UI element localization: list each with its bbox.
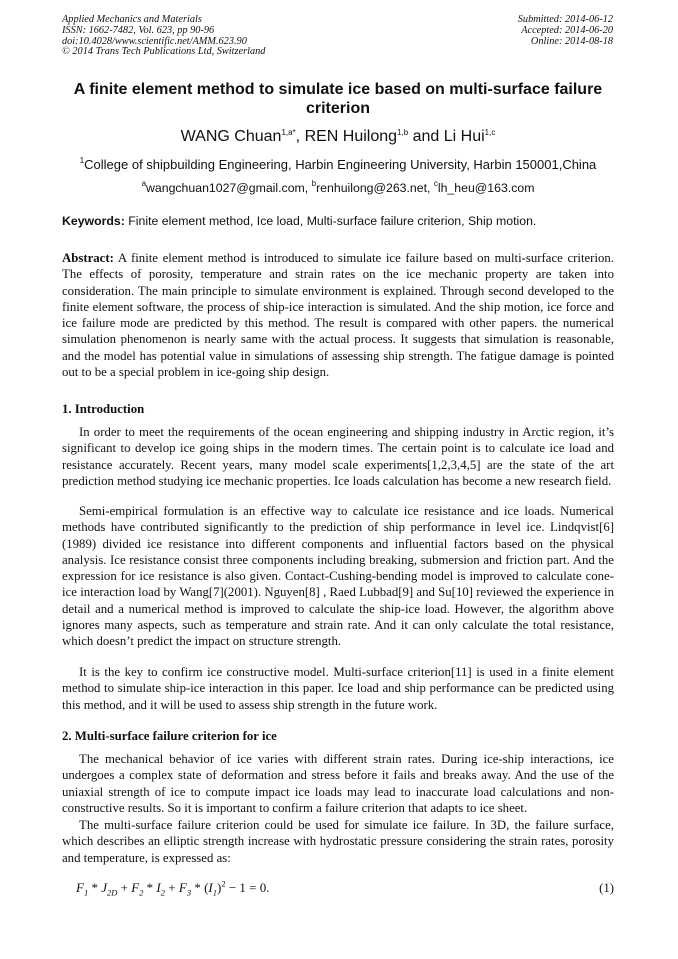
abstract-label: Abstract: (62, 251, 114, 265)
eq-operator: * (143, 880, 157, 895)
intro-paragraph-3: It is the key to confirm ice constructive model. Multi-surface criterion[11] is used in a finite element method to simulate ship-ice interaction in this paper. Ice load and ship performance can be predicted using this method, and it will be used to assess ship strength in the future work. (62, 665, 614, 712)
section-heading-introduction: 1. Introduction (62, 402, 145, 416)
eq-superscript: 2 (221, 878, 226, 889)
intro-paragraph-1: In order to meet the requirements of the ocean engineering and shipping industry in Arctic region, it’s significant to develop ice going ships in the modern times. The certain point is to calculate ice load and resistance accurately. Recent years, many model scale experiments[1,2,3,4,5] are the state of the art prediction method studying ice mechanic properties. Ice loads calculation has become a new research field. (62, 425, 614, 488)
section2-paragraph-2: The multi-surface failure criterion could be used for simulate ice failure. In 3D, the failure surface, which describes an elliptic strength increase with hydrostatic pressure considering the strain rates, porosity and temperature, is expressed as: (62, 818, 614, 865)
equation-1 (76, 879, 270, 897)
email-link[interactable]: lh_heu@163.com (437, 181, 535, 195)
eq-operator: * (88, 880, 102, 895)
eq-subscript: 2 (139, 887, 144, 898)
author-emails (62, 180, 614, 196)
eq-paren: ( (204, 880, 209, 895)
journal-name: Applied Mechanics and Materials (62, 14, 202, 25)
author-superscript: 1,c (484, 128, 496, 137)
author-name: WANG Chuan (180, 128, 282, 145)
copyright-line: © 2014 Trans Tech Publications Ltd, Switzerland (62, 46, 266, 58)
author-superscript: 1,a* (281, 128, 296, 137)
doi-line: doi:10.4028/www.scientific.net/AMM.623.90 (62, 35, 247, 47)
abstract (62, 250, 614, 380)
eq-subscript: 1 (212, 887, 217, 898)
keywords-label: Keywords: (62, 214, 125, 228)
eq-subscript: 2D (106, 887, 118, 898)
submitted-date: Submitted: 2014-06-12 (517, 14, 613, 25)
email-superscript: b (311, 179, 317, 188)
eq-paren: ) (217, 880, 222, 895)
online-date: Online: 2014-08-18 (530, 35, 613, 47)
eq-subscript: 2 (160, 887, 166, 898)
author-separator: and (408, 128, 444, 145)
eq-operator: + (165, 880, 179, 895)
author-superscript: 1,b (397, 128, 409, 137)
section-heading-failure-criterion: 2. Multi-surface failure criterion for ice (62, 729, 277, 743)
eq-operator: − 1 = 0. (225, 880, 270, 895)
eq-symbol: J (101, 880, 107, 895)
eq-symbol: F (76, 880, 84, 895)
section2-paragraph-1: The mechanical behavior of ice varies with different strain rates. During ice-ship interactions, ice undergoes a complex state of deformation and stress before it fails and breaks away. And the use of the uniaxial strength of ice to compute impact ice loads may lead to inaccurate load calculations and non-constructive results. So it is important to confirm a failure criterion that adapts to ice sheet. (62, 752, 614, 815)
author-separator: , (295, 128, 305, 145)
email-link[interactable]: renhuilong@263.net, (316, 181, 434, 195)
eq-symbol: I (208, 880, 213, 895)
equation-number: (1) (599, 881, 614, 895)
author-name: Li Hui (443, 128, 485, 145)
eq-operator: + (117, 880, 132, 895)
affiliation (62, 156, 614, 173)
journal-header-right (518, 15, 613, 47)
eq-symbol: F (131, 880, 140, 895)
paper-title: A finite element method to simulate ice based on multi-surface failure criterion (73, 81, 603, 117)
eq-symbol: I (156, 880, 161, 895)
email-superscript: a (141, 179, 147, 188)
keywords-text: Finite element method, Ice load, Multi-surface failure criterion, Ship motion. (124, 214, 537, 228)
author-list (62, 127, 614, 147)
intro-paragraph-2: Semi-empirical formulation is an effective way to calculate ice resistance and ice loads. Numerical methods have contributed significantly to the prediction of ship performance in level ice. Lindqvist[6](1989) divided ice resistance into different components and influential factors based on the physical analysis. Ice resistance consist three components including breaking, submersion and friction part. And the expression for ice resistance is also given. Contact-Cushing-bending model is improved to calculate cone-ice interaction load by Wang[7](2001). Nguyen[8] , Raed Lubbad[9] and Su[10] reviewed the experience in detail and a numerical method is improved to calculate the ship-ice load. However, the algorithm above ignores many aspects, such as temperature and strain rate. And it can only calculate the total resistance, which doesn’t predict the impact on structure strength. (62, 504, 614, 649)
eq-symbol: F (178, 880, 187, 895)
accepted-date: Accepted: 2014-06-20 (521, 24, 613, 36)
abstract-text: A finite element method is introduced to simulate ice failure based on multi-surface criterion. The effects of porosity, temperature and strain rates on the ice mechanic property are taken into consideration. The main principle to simulate environment is explained. Through second developed to the finite element software, the process of ship-ice interaction is simulated. And the ship motion, ice force and ice failure mode are predicted by this method. The result is compared with other papers. the numerical simulation phenomenon is nearly same with the actual process. It suggests that simulation is reasonable, and the model has potential value in simulations of assessing ship strength. The fatigue damage is pointed out to be a special problem in ice-going ship design. (62, 251, 614, 380)
author-name: REN Huilong (304, 128, 398, 145)
eq-subscript: 3 (186, 887, 192, 898)
eq-operator: * (191, 880, 205, 895)
issn-line: ISSN: 1662-7482, Vol. 623, pp 90-96 (62, 24, 215, 36)
email-superscript: c (433, 179, 438, 188)
keywords (62, 213, 614, 229)
affiliation-superscript: 1 (79, 156, 85, 165)
eq-subscript: 1 (83, 887, 89, 898)
affiliation-text: College of shipbuilding Engineering, Harbin Engineering University, Harbin 150001,China (84, 157, 597, 172)
journal-header-left (62, 15, 265, 58)
email-link[interactable]: wangchuan1027@gmail.com, (146, 181, 312, 195)
